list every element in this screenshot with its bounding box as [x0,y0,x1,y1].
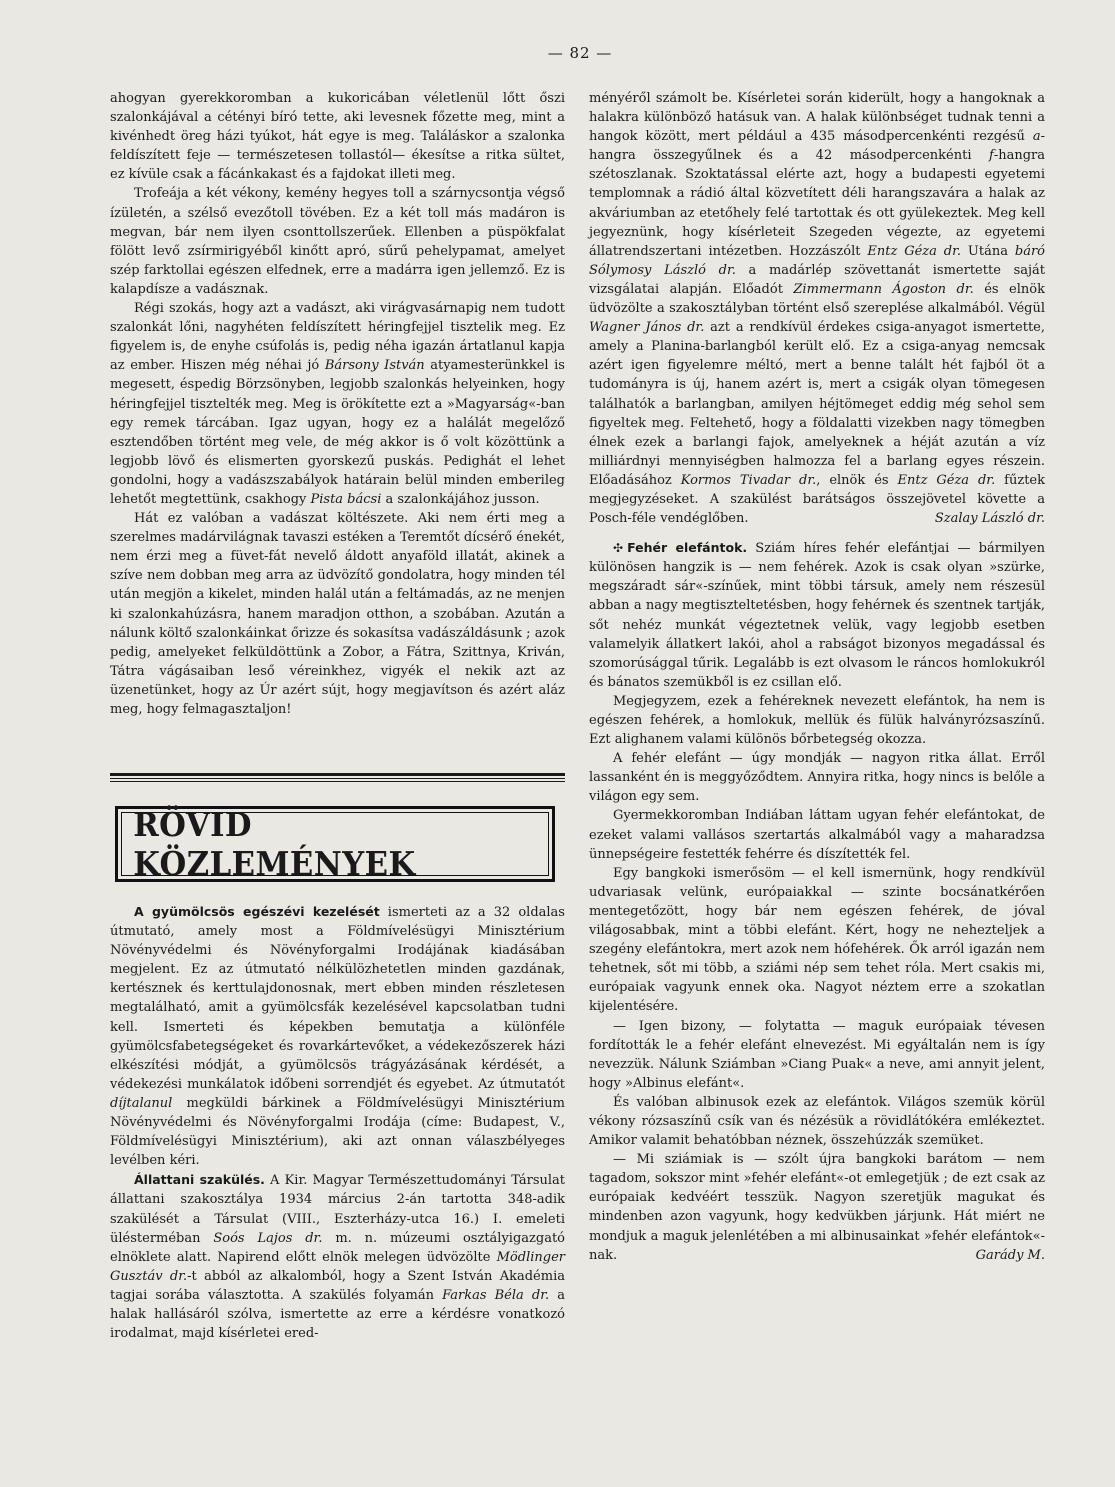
article-paragraph: — Igen bizony, — folytatta — maguk európaiak tévesen fordították le a fehér elefánt elnevezést. Mi egyáltalán nem is így nevezzük. Nálunk Sziámban »Ciang Puak« a neve, ami annyit jelent, hogy »Albinus elefánt«. [589,1018,1045,1091]
author-signature: Garády M. [975,1247,1045,1263]
article-paragraph: Egy bangkoki ismerősöm — el kell ismernünk, hogy rendkívül udvariasak velünk, európaiakkal — szinte bocsánatkérően mentegetőzött, hogy bár nem egészen fehérek, de jóval világosabbak, mint a többi elefánt. Kért, hogy ne nehezteljek a szegény elefántokra, mert azok nem hófehérek. Ők arról igazán nem tehetnek, sőt mi több, a sziámi nép sem tehet róla. Mert csakis mi, európaiak vagyunk ennek oka. Nagyot néztem erre a szokatlan kijelentésére. [589,865,1045,1015]
article-paragraph: Gyermekkoromban Indiában láttam ugyan fehér elefántokat, de ezeket valami vallásos szertartás alkalmából vagy a maharadzsa ünnepségeire festették fehérre és díszítették fel. [589,808,1045,862]
article-paragraph: És valóban albinusok ezek az elefántok. Világos szemük körül vékony rózsaszínű csík van és nézésük a rövidlátókéra emlékeztet. Amikor valamit behatóbban néznek, összehúzzák szemüket. [589,1094,1045,1149]
news-item-lead: Fehér elefántok. [627,540,748,556]
news-item: ✣ Fehér elefántok. Sziám híres fehér elefántjai — bármilyen különösen hangzik is — nem fehérek. Azok is csak olyan »szürke, megszáradt sár«-színűek, mint többi társuk, amely nem részesül abban a nagy megtiszteltetésben, hogy fehérnek és szentnek tartják, sőt nehéz munkát végeztetnek velük, vagy legjobb esetben valamelyik állatkert lakói, ahol a rabságot bizonyos megadással és szomorúsággal tűrik. Legalább is ezt olvasom le ráncos homlokukról és bánatos szemükből is ez csillan elő. [589,540,1045,690]
author-signature: Szalay László dr. [934,511,1045,527]
page-number: — 82 — [547,44,613,62]
article-paragraph: Régi szokás, hogy azt a vadászt, aki virágvasárnapig nem tudott szalonkát lőni, nagyhéten feldíszített héringfejjel tisztelik meg. Ez figyelem is, de enyhe csúfolás is, pedig néha igazán ártatlanul kapja az ember. Hiszen még néhai jó Bársony István atyamesterünkkel is megesett, éspedig Börzsönyben, legjobb szalonkás helyeinken, hogy héringfejjel tisztelték meg. Meg is örökítette ezt a »Magyarság«-ban egy remek tárcában. Igaz ugyan, hogy ez a halálát megelőző esztendőben történt meg vele, de még akkor is ő volt közöttünk a legjobb lövő és elismerten gyorskezű puskás. Pedighát el lehet gondolni, hogy a vadászszabályok határain belül minden emberileg lehetőt megtettünk, csakhogy Pista bácsi a szalonkájához jusson. [110,301,565,507]
article-paragraph: Trofeája a két vékony, kemény hegyes toll a szárnycsontja végső ízületén, a szélső evezőtoll tövében. Ez a két toll más madáron is megvan, bár nem ilyen csonttollszerűek. Ellenben a püspökfalat fölött levő zsírmirigyéből kinőtt apró, sűrű pehelypamat, amelyet szép farktollai egészen elfednek, erre a madárra igen jellemző. Ez is kalapdísze a vadásznak. [110,186,565,297]
section-divider [110,773,565,782]
news-item: A gyümölcsös egészévi kezelését ismerteti az a 32 oldalas útmutató, amely most a Földmívelésügyi Minisztérium Növényvédelmi és Növényforgalmi Irodájának kiadásában megjelent. Ez az útmutató nélkülözhetetlen minden gazdának, kertésznek és kerttulajdonosnak, mert ebben minden részletesen megtalálható, amit a gyümölcsfák kezelésével kapcsolatban tudni kell. Ismerteti és képekben bemutatja a különféle gyümölcsfabetegségeket és rovarkártevőket, a védekezőszerek házi elkészítési módját, a gyümölcsös trágyázásának kérdését, a védekezési munkálatok időbeni sorrendjét és egyebet. Az útmutatót díjtalanul megküldi bárkinek a Földmívelésügyi Minisztérium Növényvédelmi és Növényforgalmi Irodája (címe: Budapest, V., Földmívelésügyi Minisztérium), aki azt onnan válaszbélyeges levélben kéri. [110,904,565,1169]
section-banner [115,806,555,882]
short-notes-column [110,902,565,1343]
article-paragraph: A fehér elefánt — úgy mondják — nagyon ritka állat. Erről lassanként én is meggyőződtem. Annyira ritka, hogy nincs is belőle a világon egy sem. [589,751,1045,805]
person-name: Pista bácsi [310,491,382,507]
left-column [110,89,565,719]
article-paragraph: — Mi sziámiak is — szólt újra bangkoki barátom — nem tagadom, sokszor mint »fehér elefánt«-ot emlegetjük ; de ezt csak az európaiak kedvéért tesszük. Nagyon szeretjük magukat és mindenben azon vagyunk, hogy kedvükben járjunk. Hát miért ne mondjuk a maguk jelenlétében a mi albinusainkat »fehér elefántok«-nak. Garády M. [589,1150,1045,1265]
article-paragraph: Hát ez valóban a vadászat költészete. Aki nem érti meg a szerelmes madárvilágnak tavaszi estéken a Teremtőt dícsérő énekét, nem érzi meg a füvet-fát nevelő áldott anyaföld illatát, akinek a szíve nem dobban meg arra az üdvözítő gondolatra, hogy minden tél után megjön a kikelet, minden halál után a feltámadás, az ne menjen ki szalonkahúzásra, hanem maradjon otthon, a szobában. Azután a nálunk költő szalonkáinkat őrizze és sokasítsa vadászáldásunk ; azok pedig, amelyeket felküldöttünk a Zobor, a Fátra, Szittnya, Kriván, Tátra vágásaiban leső véreinkhez, vigyék el nekik azt az üzenetünket, hogy az Úr azért sújt, hogy megjavítson és azért aláz meg, hogy felmagasztaljon! [110,511,565,717]
right-column [589,89,1045,1265]
section-title: RÖVID KÖZLEMÉNYEK [133,805,416,883]
article-paragraph: Megjegyzem, ezek a fehéreknek nevezett elefántok, ha nem is egészen fehérek, a homlokuk, mellük és fülük halványrózsaszínű. Ezt alighanem valami különös bőrbetegség okozza. [589,693,1045,748]
news-item-lead: Állattani szakülés. [134,1172,265,1188]
article-paragraph: ahogyan gyerekkoromban a kukoricában véletlenül lőtt őszi szalonkájával a cétényi bíró tette, aki levesnek főzette meg, mint a kivénhedt öreg házi tyúkot, hát egye is meg. Találáskor a szalonka feldíszített feje — természetesen tollastól— ékesítse a ritka sültet, ez kívüle csak a fácánkakast és a fajdokat illeti meg. [110,91,565,183]
asterisk-icon: ✣ [613,541,624,556]
news-item: Állattani szakülés. A Kir. Magyar Természettudományi Társulat állattani szakosztálya 1934 március 2-án tartotta 348-adik szakülését a Társulat (VIII., Eszterházy-utca 16.) I. emeleti ülésterméban Soós Lajos dr. m. n. múzeumi osztályigazgató elnöklete alatt. Napirend előtt elnök melegen üdvözölte Mödlinger Gusztáv dr.-t abból az alkalomból, hogy a Szent István Akadémia tagjai sorába választotta. A szakülés folyamán Farkas Béla dr. a halak hallásáról szólva, ismertette az erre a kérdésre vonatkozó irodalmat, majd kísérletei ered- [110,1172,566,1342]
news-item-lead: A gyümölcsös egészévi kezelését [134,904,380,919]
article-paragraph: ményéről számolt be. Kísérletei során kiderült, hogy a hangoknak a halakra különböző hatásuk van. A halak különbséget tudnak tenni a hangok között, mert például a 435 másodpercenkénti rezgésű a-hangra összegyűlnek és a 42 másodpercenkénti f-hangra szétoszlanak. Szoktatással elérte azt, hogy a budapesti egyetemi templomnak a rádió által közvetített déli harangszavára a halak az akváriumban az etetőhely felé tartottak és ott gyülekeztek. Meg kell jegyeznünk, hogy kísérleteit Szegeden végezte, az egyetemi állatrendszertani intézetben. Hozzászólt Entz Géza dr. Utána báró Sólymosy László dr. a madárlép szövettanát ismertette saját vizsgálatai alapján. Előadót Zimmermann Ágoston dr. és elnök üdvözölte a szakosztályban történt első szereplése alkalmából. Végül Wagner János dr. azt a rendkívül érdekes csiga-anyagot ismertette, amely a Planina-barlangból került elő. Ez a csiga-anyag nemcsak azért igen figyelemre méltó, mert a benne talált hét fajból öt a tudományra is új, hanem azért is, mert a csigák olyan tömegesen találhatók a barlangban, amilyen héjtömeget eddig még sehol sem figyeltek meg. Feltehető, hogy a földalatti vizekben nagy tömegben élnek ezek a barlangi fajok, amelyeknek a héját azután a víz milliárdnyi mennyiségben halmozza fel a barlang egyes részein. Előadásához Kormos Tivadar dr., elnök és Entz Géza dr. fűztek megjegyzéseket. A szakülést barátságos összejövetel követte a Posch-féle vendéglőben. Szalay László dr. [589,89,1045,528]
person-name: Bársony István [324,358,425,374]
